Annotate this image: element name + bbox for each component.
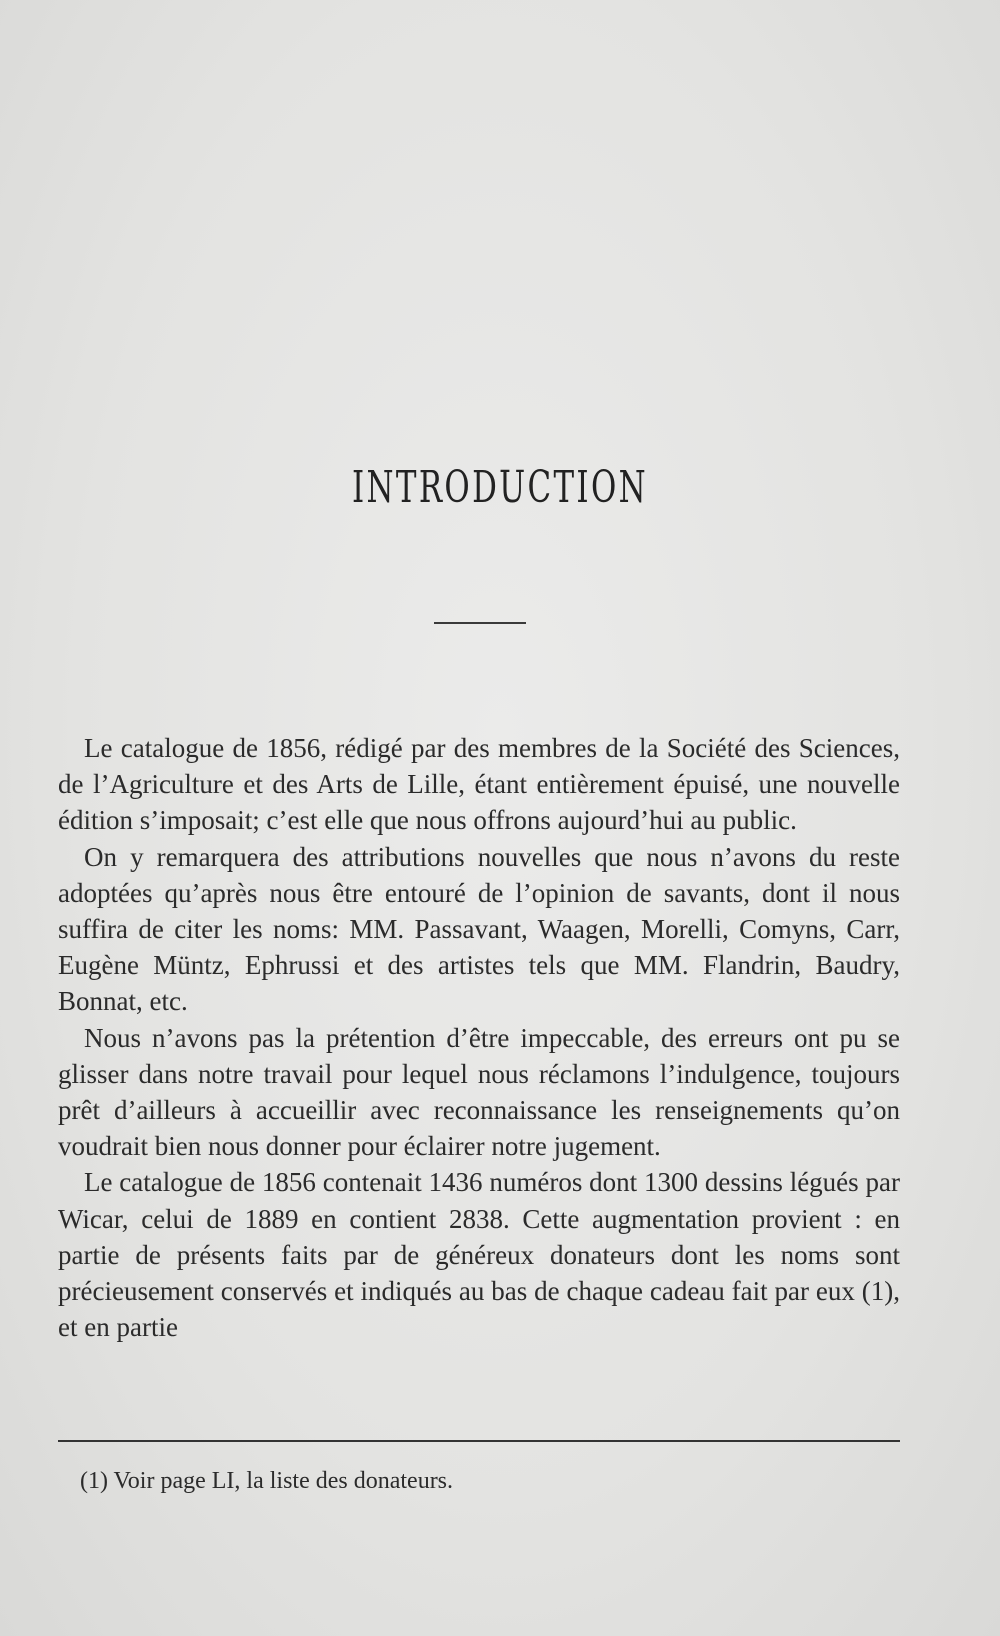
paragraph-4: Le catalogue de 1856 contenait 1436 numéros dont 1300 dessins légués par Wicar, celui de 1889 en contient 2838. Cette augmentation provient : en partie de présents faits par de généreux donateurs dont les noms sont précieusement conservés et indiqués au bas de chaque cadeau fait par eux (1), et en partie xyxy=(58,1167,900,1343)
paragraph-3: Nous n’avons pas la prétention d’être impeccable, des erreurs ont pu se glisser dans notre travail pour lequel nous réclamons l’indulgence, toujours prêt d’ailleurs à accueillir avec reconnaissance les renseignements qu’on voudrait bien nous donner pour éclairer notre jugement. xyxy=(58,1022,900,1162)
footnote: (1) Voir page LI, la liste des donateurs. xyxy=(80,1468,454,1494)
page-title: INTRODUCTION xyxy=(351,462,648,513)
title-divider xyxy=(434,622,526,624)
body-text xyxy=(58,730,900,1345)
paragraph-2: On y remarquera des attributions nouvelles que nous n’avons du reste adoptées qu’après nous être entouré de l’opinion de savants, dont il nous suffira de citer les noms: MM. Passavant, Waagen, Morelli, Comyns, Carr, Eugène Müntz, Ephrussi et des artistes tels que MM. Flandrin, Baudry, Bonnat, etc. xyxy=(58,841,900,1017)
footnote-divider xyxy=(58,1440,900,1442)
paragraph-1: Le catalogue de 1856, rédigé par des membres de la Société des Sciences, de l’Agriculture et des Arts de Lille, étant entièrement épuisé, une nouvelle édition s’imposait; c’est elle que nous offrons aujourd’hui au public. xyxy=(58,733,900,836)
